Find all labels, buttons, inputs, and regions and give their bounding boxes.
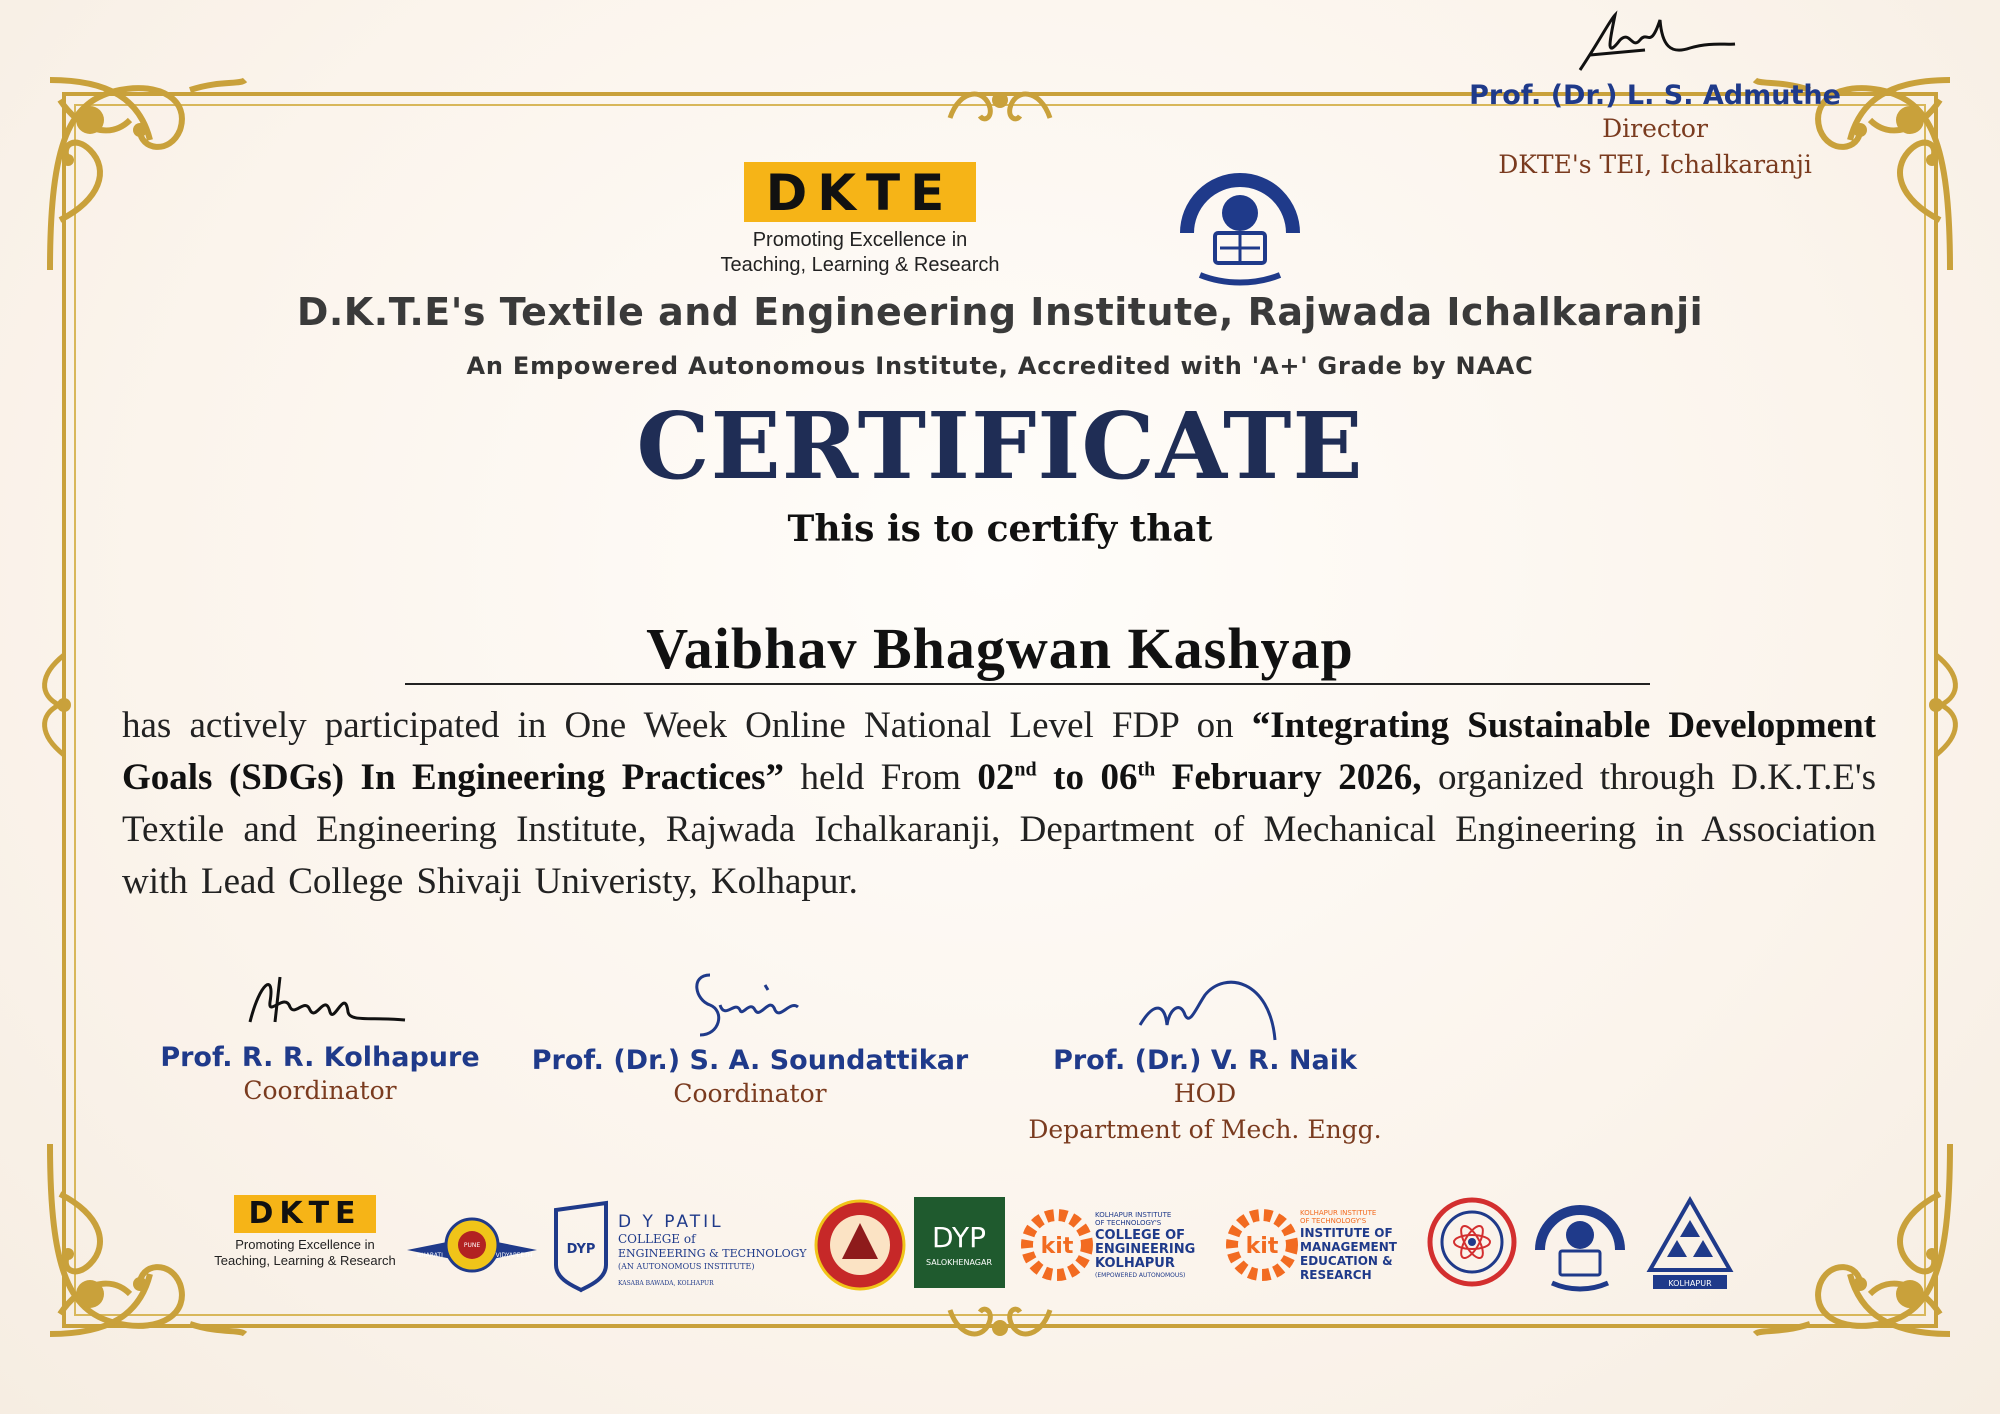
dkte-logo-tagline-1: Promoting Excellence in — [752, 229, 968, 251]
signatory-1-role: Coordinator — [243, 1076, 397, 1105]
recipient-underline — [405, 683, 1650, 685]
body-part-1: has actively participated in One Week Online National Level FDP on — [122, 705, 1252, 746]
dyp-salokhe-badge: DYP — [931, 1221, 987, 1254]
partner-dkte-tagline-1: Promoting Excellence in — [235, 1237, 375, 1252]
kit-coe-line-5: KOLHAPUR — [1095, 1256, 1175, 1271]
dkte-logo-tagline-2: Teaching, Learning & Research — [720, 254, 1000, 276]
signatory-3-name: Prof. (Dr.) V. R. Naik — [1053, 1045, 1357, 1076]
signatory-1-name: Prof. R. R. Kolhapure — [160, 1042, 480, 1073]
partner-logos-row — [180, 1195, 1840, 1305]
signatory-4-role: Director — [1602, 114, 1708, 143]
dyp-salokhe-sub: SALOKHENAGAR — [925, 1258, 993, 1267]
date-range — [977, 757, 1421, 798]
signature-3 — [1000, 965, 1410, 1045]
partner-logo-engineering-college-seal — [1425, 1195, 1520, 1295]
dyp-line-5: KASABA BAWADA, KOLHAPUR — [618, 1280, 714, 1287]
dyp-shield-badge: DYP — [566, 1242, 596, 1257]
body-part-3: organized through D.K.T.E's Textile and Engineering Institute, Rajwada Ichalkaranji, Department of Mechanical Engineering in Association with Lead College Shivaji Univeristy, Kolhapur. — [122, 757, 1877, 902]
kit-imer-line-5: EDUCATION & — [1300, 1254, 1393, 1268]
certificate-body — [122, 700, 1876, 908]
dyp-line-2: COLLEGE of — [618, 1232, 696, 1246]
kit-coe-line-1: KOLHAPUR INSTITUTE — [1095, 1211, 1172, 1219]
partner-logo-college-seal — [810, 1195, 910, 1295]
institute-subtitle: An Empowered Autonomous Institute, Accredited with 'A+' Grade by NAAC — [466, 352, 1534, 380]
date-from: 02 — [977, 757, 1015, 798]
certify-line: This is to certify that — [787, 508, 1213, 550]
partner-dkte-tagline-2: Teaching, Learning & Research — [214, 1253, 396, 1268]
kit-imer-line-1: KOLHAPUR INSTITUTE — [1300, 1209, 1377, 1217]
recipient-name: Vaibhav Bhagwan Kashyap — [646, 616, 1354, 681]
partner-logo-bharati-vidyapeeth — [402, 1195, 542, 1295]
kolhapur-institute-label: KOLHAPUR — [1668, 1279, 1712, 1288]
bharati-line-3: PUNE — [463, 1242, 481, 1249]
partner-logo-kolhapur-institute — [1645, 1195, 1735, 1295]
month-year: February 2026, — [1155, 757, 1422, 798]
signatory-1 — [140, 962, 500, 1109]
signature-4 — [1440, 0, 1870, 80]
partner-logo-dkte — [190, 1195, 420, 1295]
signatory-3-department: Department of Mech. Engg. — [1028, 1115, 1382, 1144]
kit-coe-line-4: ENGINEERING — [1095, 1242, 1196, 1257]
signatory-3 — [1000, 965, 1410, 1148]
signatory-2-role: Coordinator — [673, 1079, 827, 1108]
date-to: 06 — [1100, 757, 1138, 798]
date-to-suffix: th — [1137, 758, 1156, 781]
kit-imer-line-4: MANAGEMENT — [1300, 1240, 1397, 1254]
signatory-4-name: Prof. (Dr.) L. S. Admuthe — [1469, 80, 1841, 111]
program-title: “Integrating Sustainable Development Goals (SDGs) In Engineering Practices” — [122, 705, 1876, 798]
dyp-line-3: ENGINEERING & TECHNOLOGY — [618, 1247, 807, 1260]
kit-coe-line-3: COLLEGE OF — [1095, 1228, 1186, 1243]
signatory-3-role: HOD — [1173, 1079, 1237, 1108]
dyp-line-1: D Y PATIL — [618, 1212, 724, 1232]
kit-coe-line-6: (EMPOWERED AUTONOMOUS) — [1095, 1272, 1186, 1279]
partner-logo-kit-imer — [1220, 1195, 1410, 1295]
corner-ornament-top-left — [30, 60, 260, 290]
bharati-line-1: BHARATI — [417, 1252, 443, 1259]
signatory-4-institute: DKTE's TEI, Ichalkaranji — [1498, 150, 1812, 179]
bharati-line-2: VIDYAPEETH — [495, 1252, 533, 1259]
kit-imer-mark: kit — [1245, 1234, 1279, 1259]
dkte-logo-brand: DKTE — [744, 162, 977, 222]
partner-logo-dy-patil — [548, 1195, 808, 1295]
kit-imer-line-6: RESEARCH — [1300, 1268, 1372, 1282]
partner-logo-dyp-salokhenagar — [912, 1195, 1007, 1295]
signatory-2 — [520, 965, 980, 1112]
certificate-title: CERTIFICATE — [636, 392, 1364, 500]
top-center-ornament — [940, 78, 1060, 138]
institute-name: D.K.T.E's Textile and Engineering Institute, Rajwada Ichalkaranji — [296, 290, 1704, 334]
signatory-2-name: Prof. (Dr.) S. A. Soundattikar — [531, 1045, 969, 1076]
kit-coe-mark: kit — [1040, 1234, 1074, 1259]
date-to-word: to — [1036, 757, 1101, 798]
dyp-line-4: (AN AUTONOMOUS INSTITUTE) — [618, 1262, 755, 1271]
signature-1 — [140, 962, 500, 1042]
body-part-2: held From — [784, 757, 978, 798]
signature-2 — [520, 965, 980, 1045]
partner-logo-kit-coe — [1015, 1195, 1205, 1295]
partner-dkte-brand: DKTE — [234, 1195, 375, 1233]
signatory-4 — [1440, 0, 1870, 183]
kit-imer-line-3: INSTITUTE OF — [1300, 1226, 1393, 1240]
date-from-suffix: nd — [1014, 758, 1037, 781]
kit-coe-line-2: OF TECHNOLOGY'S — [1095, 1219, 1162, 1227]
university-seal-icon — [1175, 163, 1305, 293]
partner-logo-shivaji-university — [1530, 1195, 1630, 1295]
kit-imer-line-2: OF TECHNOLOGY'S — [1300, 1217, 1367, 1225]
dkte-logo — [695, 162, 1025, 278]
